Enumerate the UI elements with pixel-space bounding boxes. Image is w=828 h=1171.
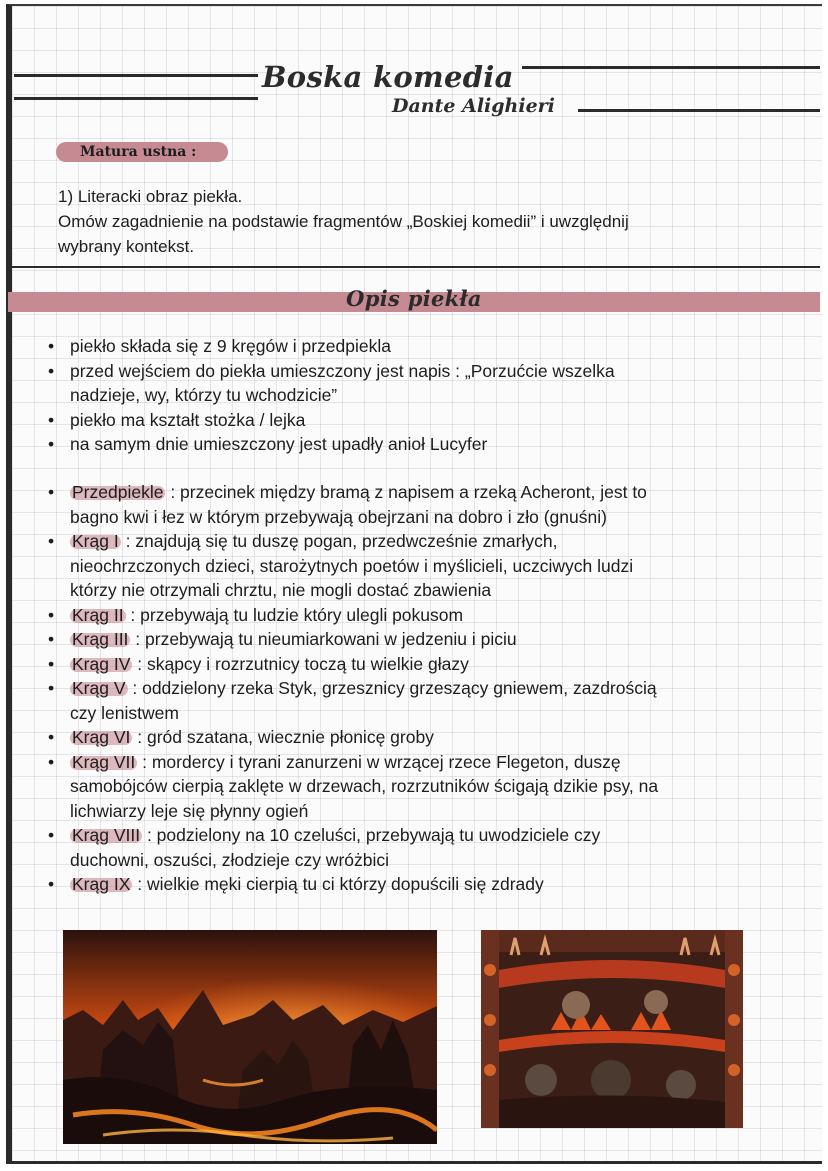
circle-term: Krąg V <box>72 678 126 698</box>
circle-item <box>42 676 802 725</box>
circle-description: samobójców cierpią zaklęte w drzewach, rozrzutników ścigają dzikie psy, na <box>70 776 659 796</box>
circles-list <box>42 480 802 897</box>
list-item-text: piekło składa się z 9 kręgów i przedpiekla <box>70 336 391 356</box>
task-line: wybrany kontekst. <box>58 237 195 256</box>
circle-description: : mordercy i tyrani zanurzeni w wrzącej rzece Flegeton, duszę <box>137 751 621 772</box>
circle-line <box>70 725 802 750</box>
bullet: • <box>48 409 55 430</box>
volcanic-landscape-image <box>63 930 437 1144</box>
circle-term: Krąg IV <box>72 653 131 674</box>
circle-description: : przecinek między bramą z napisem a rzeką Acheront, jest to <box>165 482 647 502</box>
medieval-inferno-graphic <box>481 930 743 1128</box>
circle-description: : przebywają tu nieumiarkowani w jedzeniu i piciu <box>130 629 517 649</box>
circle-description: : oddzielony rzeka Styk, grzesznicy grzeszący gniewem, zazdrością <box>127 678 657 698</box>
header-rule <box>14 74 258 77</box>
circle-item <box>42 480 802 529</box>
circle-line <box>70 652 802 677</box>
volcanic-landscape-graphic <box>63 930 437 1144</box>
circle-description: bagno kwi i łez w którym przebywają obejrzani na dobro i zło (gnuśni) <box>70 506 607 527</box>
bullet: • <box>48 434 55 454</box>
task-text <box>58 184 798 259</box>
circle-line <box>70 676 802 701</box>
list-item-text: piekło ma kształt stożka / lejka <box>70 409 306 430</box>
list-item <box>42 408 802 433</box>
circle-description: lichwiarzy leje się płynny ogień <box>70 800 309 821</box>
circle-term: Przedpiekle <box>72 482 164 502</box>
list-item-text: nadzieje, wy, którzy tu wchodzicie” <box>70 385 338 405</box>
bullet: • <box>48 727 55 747</box>
circle-item <box>42 603 802 628</box>
circle-item <box>42 652 802 677</box>
list-item <box>42 432 802 457</box>
circle-term: Krąg VI <box>72 727 131 747</box>
bullet: • <box>48 604 55 625</box>
circle-line <box>70 750 802 775</box>
circle-description: czy lenistwem <box>70 702 179 723</box>
medieval-inferno-image <box>481 930 743 1128</box>
circle-item <box>42 823 802 872</box>
list-item-text: przed wejściem do piekła umieszczony jest napis : „Porzućcie wszelka <box>70 360 615 381</box>
circle-item <box>42 750 802 824</box>
circle-description: : gród szatana, wiecznie płonicę groby <box>132 727 434 747</box>
circle-item <box>42 627 802 652</box>
bullet: • <box>48 531 55 551</box>
circle-description: : skąpcy i rozrzutnicy toczą tu wielkie głazy <box>132 653 469 674</box>
bullet: • <box>48 751 55 772</box>
bullet: • <box>48 360 55 381</box>
circle-term: Krąg I <box>72 531 119 551</box>
bullet: • <box>48 874 55 894</box>
bullet: • <box>48 678 55 698</box>
circle-term: Krąg IX <box>72 874 131 894</box>
header-rule <box>578 109 820 112</box>
circle-description: którzy nie otrzymali chrztu, nie mogli dostać zbawienia <box>70 580 492 600</box>
circle-term: Krąg III <box>72 629 129 649</box>
circle-description: : przebywają tu ludzie który ulegli pokusom <box>125 604 464 625</box>
matura-badge: Matura ustna : <box>56 142 228 162</box>
section-title: Opis piekła <box>346 286 482 311</box>
circle-line <box>70 823 802 848</box>
circle-term: Krąg II <box>72 604 124 625</box>
list-item <box>42 334 802 359</box>
circle-line <box>70 872 802 897</box>
circle-term: Krąg VIII <box>72 825 141 845</box>
task-line: Omów zagadnienie na podstawie fragmentów „Boskiej komedii” i uwzględnij <box>58 212 629 231</box>
bullet: • <box>48 482 55 502</box>
header-rule <box>14 97 258 100</box>
circle-line <box>70 627 802 652</box>
circle-term: Krąg VII <box>72 751 136 772</box>
bullet: • <box>48 653 55 674</box>
list-item-text: na samym dnie umieszczony jest upadły anioł Lucyfer <box>70 434 488 454</box>
list-item <box>42 359 802 408</box>
circle-item <box>42 872 802 897</box>
circle-line <box>70 603 802 628</box>
task-line: 1) Literacki obraz piekła. <box>58 187 243 206</box>
circle-description: duchowni, oszuści, złodzieje czy wróżbici <box>70 849 390 870</box>
author: Dante Alighieri <box>392 95 555 117</box>
section-divider <box>12 266 820 268</box>
bullet: • <box>48 629 55 649</box>
circle-description: nieochrzczonych dzieci, starożytnych poetów i myślicieli, uczciwych ludzi <box>70 555 634 576</box>
circle-description: : wielkie męki cierpią tu ci którzy dopuścili się zdrady <box>132 874 544 894</box>
page-title: Boska komedia <box>262 60 514 94</box>
header-rule <box>522 66 820 69</box>
circle-description: : znajdują się tu duszę pogan, przedwcześnie zmarłych, <box>120 531 558 551</box>
circle-description: : podzielony na 10 czeluści, przebywają tu uwodziciele czy <box>142 825 601 845</box>
general-list <box>42 334 802 457</box>
circle-line <box>70 480 802 505</box>
bullet: • <box>48 336 55 356</box>
circle-line <box>70 529 802 554</box>
bullet: • <box>48 825 55 845</box>
circle-item <box>42 725 802 750</box>
circle-item <box>42 529 802 603</box>
